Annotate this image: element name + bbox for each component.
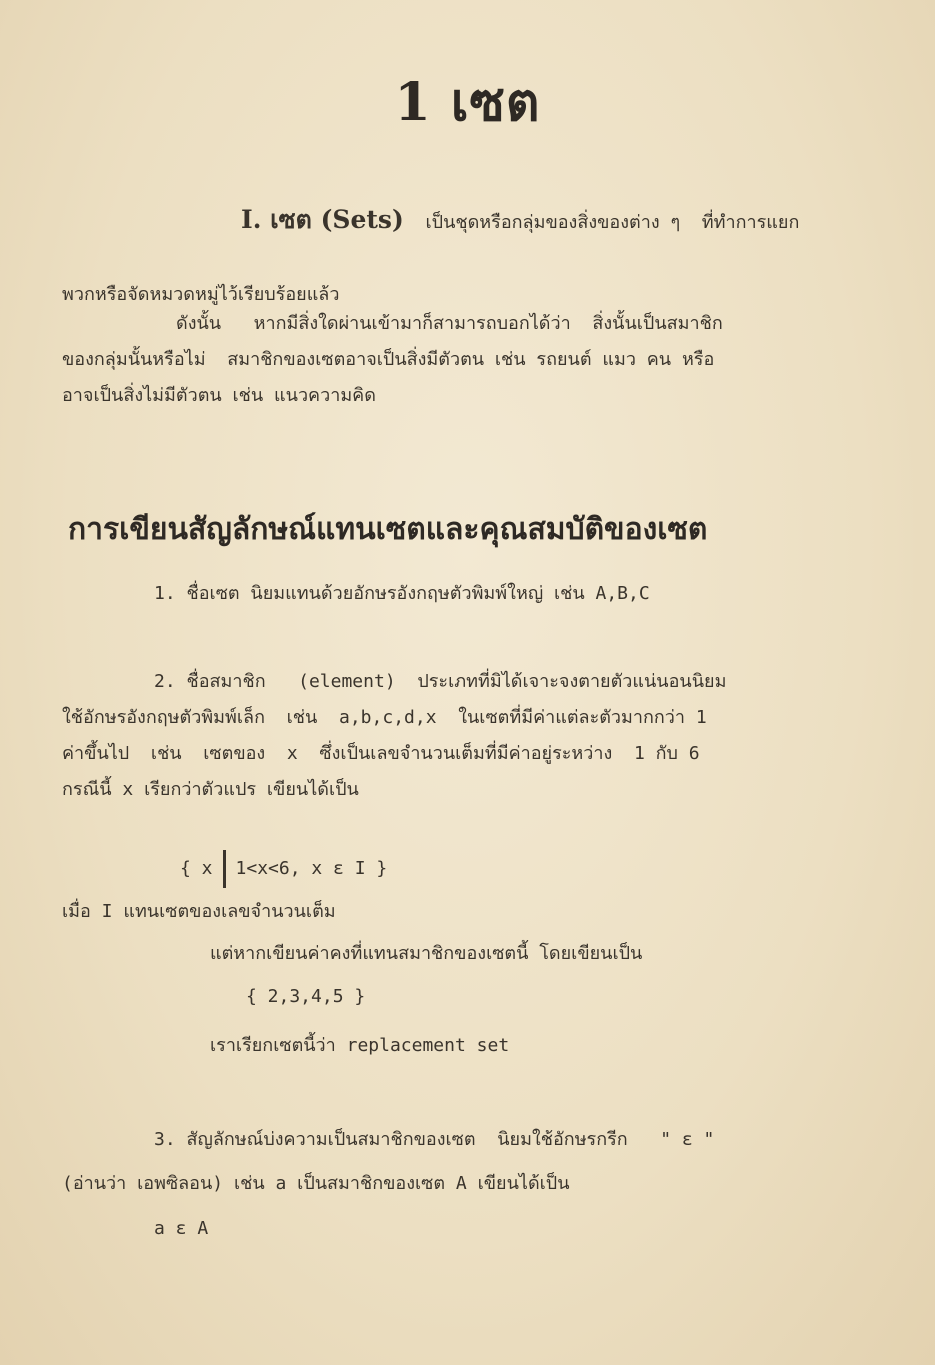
item3-line2: (อ่านว่า เอพซิลอน) เช่น a เป็นสมาชิกของเซต A เขียนได้เป็น — [62, 1173, 570, 1194]
item2-line1: 2. ชื่อสมาชิก (element) ประเภทที่มิได้เจาะจงตายตัวแน่นอนนิยม — [154, 671, 727, 692]
para2-line2: ของกลุ่มนั้นหรือไม่ สมาชิกของเซตอาจเป็นสิ่งมีตัวตน เช่น รถยนต์ แมว คน หรือ — [62, 349, 715, 370]
item2-line5: เมื่อ I แทนเซตของเลขจำนวนเต็ม — [62, 901, 336, 922]
section-heading: การเขียนสัญลักษณ์แทนเซตและคุณสมบัติของเซต — [68, 512, 708, 547]
item3-line1: 3. สัญลักษณ์บ่งความเป็นสมาชิกของเซต นิยมใช้อักษรกรีก " ε " — [154, 1129, 715, 1150]
definition-paragraph — [62, 306, 863, 414]
replacement-set: { 2,3,4,5 } — [246, 986, 366, 1007]
chapter-title: 1 เซต — [394, 72, 541, 133]
item2-paragraph — [62, 664, 863, 808]
intro-line1: เป็นชุดหรือกลุ่มของสิ่งของต่าง ๆ ที่ทำการแยก — [425, 212, 800, 233]
item3-line3: a ε A — [154, 1218, 209, 1239]
item2-line4: กรณีนี้ x เรียกว่าตัวแปร เขียนได้เป็น — [62, 779, 359, 800]
item1-text: 1. ชื่อเซต นิยมแทนด้วยอักษรอังกฤษตัวพิมพ์ใหญ่ เช่น A,B,C — [154, 583, 650, 604]
such-that-bar — [223, 850, 226, 888]
intro-line2: พวกหรือจัดหมวดหมู่ไว้เรียบร้อยแล้ว — [62, 284, 340, 305]
setbuilder-left: { x — [180, 858, 213, 879]
item2-line7: เราเรียกเซตนี้ว่า replacement set — [210, 1035, 510, 1056]
set-builder-notation — [180, 850, 387, 888]
item2-line6: แต่หากเขียนค่าคงที่แทนสมาชิกของเซตนี้ โดยเขียนเป็น — [210, 943, 643, 964]
item2-line3: ค่าขึ้นไป เช่น เซตของ x ซึ่งเป็นเลขจำนวนเต็มที่มีค่าอยู่ระหว่าง 1 กับ 6 — [62, 743, 700, 764]
setbuilder-right: 1<x<6, x ε I } — [235, 858, 388, 879]
intro-paragraph — [62, 166, 863, 313]
para2-line1: ดังนั้น หากมีสิ่งใดผ่านเข้ามาก็สามารถบอกได้ว่า สิ่งนั้นเป็นสมาชิก — [176, 313, 723, 334]
intro-heading: I. เซต (Sets) — [241, 205, 404, 234]
item2-line2: ใช้อักษรอังกฤษตัวพิมพ์เล็ก เช่น a,b,c,d,x ในเซตที่มีค่าแต่ละตัวมากกว่า 1 — [62, 707, 707, 728]
para2-line3: อาจเป็นสิ่งไม่มีตัวตน เช่น แนวความคิด — [62, 385, 376, 406]
